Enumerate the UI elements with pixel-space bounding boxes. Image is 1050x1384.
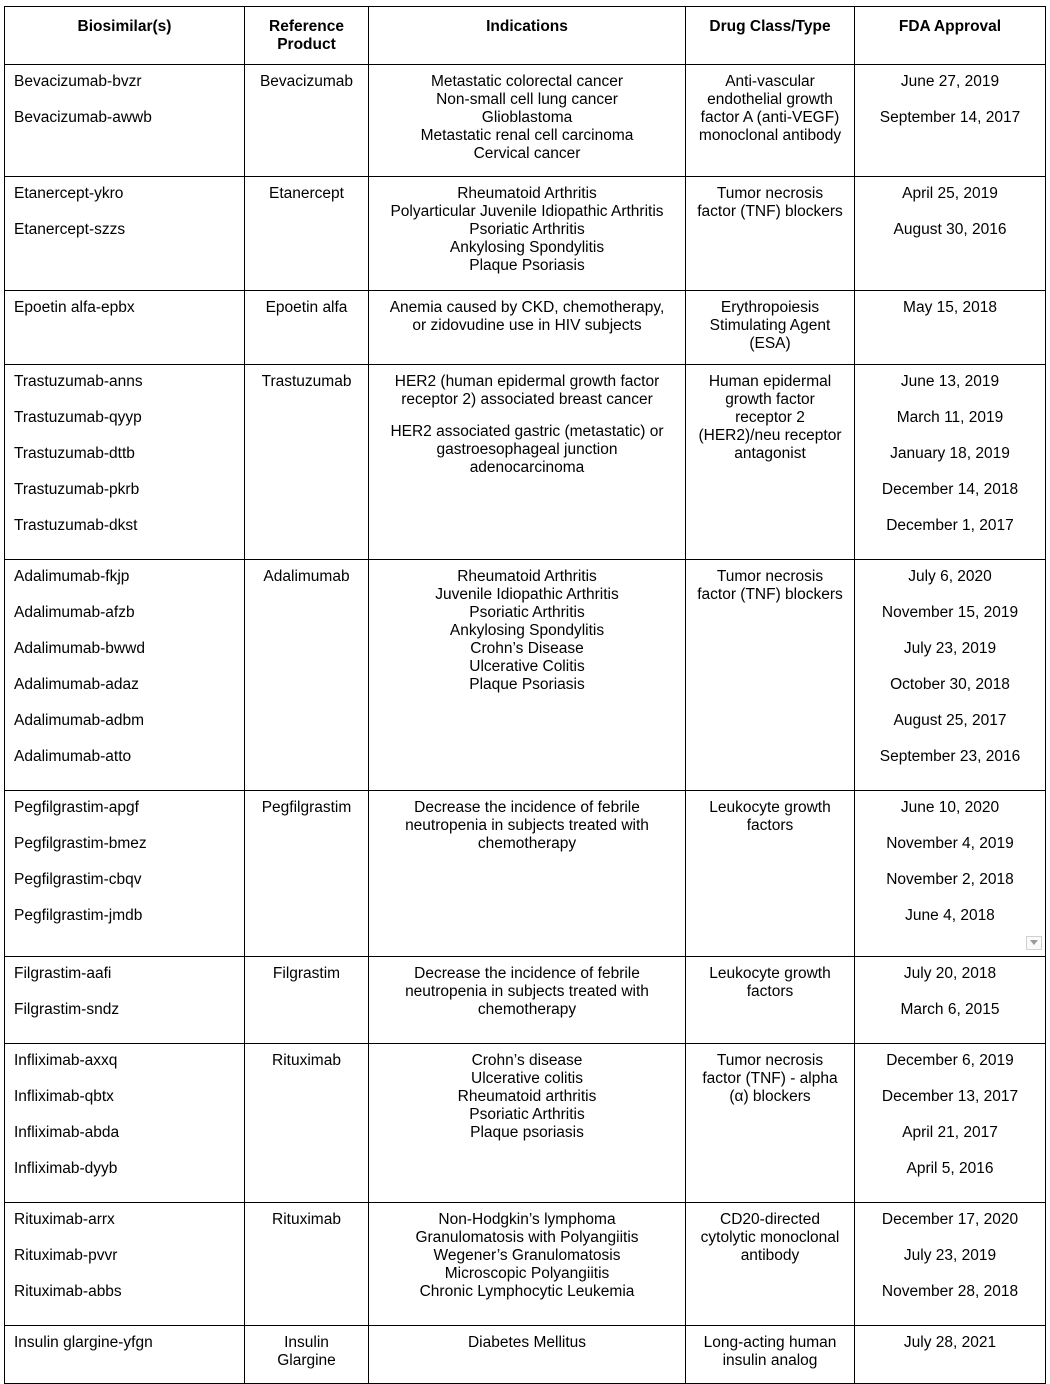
indications-cell [369,1326,686,1384]
approval-date: August 30, 2016 [893,221,1007,238]
drug-class-line: factor (TNF) - alpha [702,1070,838,1087]
reference-product-cell [245,291,369,365]
biosimilar-name: Trastuzumab-dkst [14,517,138,534]
drug-class [686,1326,854,1376]
biosimilar-name: Pegfilgrastim-apgf [14,799,139,816]
table-row [5,1044,1046,1203]
approval-date: June 27, 2019 [900,73,1000,90]
fda-approval-list [855,177,1045,263]
indications-paragraph [375,1052,679,1142]
indications [369,1203,685,1307]
biosimilar-name: Pegfilgrastim-cbqv [14,871,142,888]
indication-line: Ankylosing Spondylitis [449,239,605,256]
reference-product [245,365,368,397]
fda-approval-cell [855,791,1046,957]
fda-approval-list [855,1326,1045,1376]
indication-line: HER2 (human epidermal growth factor [394,373,660,390]
fda-approval-cell [855,1044,1046,1203]
biosimilar-name: Adalimumab-adbm [14,712,145,729]
drug-class-line: factor (TNF) blockers [697,586,843,603]
reference-product [245,560,368,592]
table-row [5,1326,1046,1384]
reference-product-cell [245,65,369,177]
biosimilar-list [5,291,244,341]
indication-line: Decrease the incidence of febrile [414,965,640,982]
biosimilar-list [5,957,244,1043]
biosimilar-cell [5,365,245,560]
reference-product-line: Bevacizumab [259,73,354,90]
drug-class-cell [686,560,855,791]
drug-class-line: growth factor [725,391,815,408]
approval-date: December 6, 2019 [886,1052,1014,1069]
reference-product-cell [245,177,369,291]
biosimilar-name: Infliximab-dyyb [14,1160,118,1177]
drug-class-line: antagonist [734,445,806,462]
approval-date: July 20, 2018 [903,965,997,982]
indication-line: Psoriatic Arthritis [469,221,585,238]
approval-date: March 6, 2015 [900,1001,1000,1018]
header-text: FDA Approval [898,18,1002,35]
indication-line: gastroesophageal junction [436,441,618,458]
drug-class [686,957,854,1007]
indication-line: Wegener’s Granulomatosis [433,1247,621,1264]
indications-cell [369,65,686,177]
indications-cell [369,1203,686,1326]
fda-approval-cell [855,177,1046,291]
biosimilar-list [5,1326,244,1376]
drug-class-cell [686,65,855,177]
indications-paragraph [375,373,679,409]
indications-cell [369,560,686,791]
biosimilar-name: Adalimumab-fkjp [14,568,130,585]
indications-paragraph [375,185,679,275]
reference-product-line: Rituximab [272,1052,341,1069]
approval-date: November 2, 2018 [886,871,1014,888]
reference-product-line: Epoetin alfa [265,299,348,316]
indications-paragraph [375,73,679,163]
indication-line: Rheumatoid Arthritis [457,185,597,202]
indications-paragraph [375,1211,679,1301]
biosimilar-name: Adalimumab-atto [14,748,132,765]
biosimilar-name: Infliximab-axxq [14,1052,118,1069]
indications-paragraph [375,568,679,694]
indication-line: chemotherapy [477,835,577,852]
fda-approval-cell [855,560,1046,791]
drug-class-line: factors [746,983,794,1000]
indication-line: receptor 2) associated breast cancer [401,391,653,408]
reference-product-line: Pegfilgrastim [261,799,352,816]
drug-class-line: Long-acting human [703,1334,837,1351]
approval-date: June 13, 2019 [900,373,1000,390]
header-text: Drug Class/Type [709,18,831,35]
biosimilar-list [5,1203,244,1325]
drug-class-line: Human epidermal [708,373,832,390]
approval-date: November 28, 2018 [881,1283,1019,1300]
biosimilar-name: Adalimumab-bwwd [14,640,145,657]
approval-date: January 18, 2019 [890,445,1010,462]
table-row [5,1203,1046,1326]
drug-class-line: factor A (anti-VEGF) [700,109,840,126]
reference-product [245,291,368,323]
approval-date: October 30, 2018 [890,676,1010,693]
drug-class-cell [686,177,855,291]
drug-class-line: Erythropoiesis [720,299,820,316]
drug-class-line: cytolytic monoclonal [700,1229,840,1246]
biosimilar-cell [5,957,245,1044]
drug-class-line: (HER2)/neu receptor [698,427,842,444]
table-row [5,365,1046,560]
indications [369,1044,685,1148]
indication-line: or zidovudine use in HIV subjects [412,317,642,334]
reference-product [245,791,368,823]
indications [369,791,685,859]
table-row [5,291,1046,365]
indication-line: Microscopic Polyangiitis [444,1265,610,1282]
drug-class-cell [686,365,855,560]
biosimilar-cell [5,65,245,177]
indication-line: Ankylosing Spondylitis [449,622,605,639]
reference-product-line: Etanercept [269,185,344,202]
indication-line: Diabetes Mellitus [467,1334,587,1351]
biosimilar-name: Etanercept-szzs [14,221,126,238]
biosimilar-name: Trastuzumab-dttb [14,445,135,462]
biosimilar-name: Bevacizumab-bvzr [14,73,142,90]
fda-approval-list [855,365,1045,559]
approval-date: November 15, 2019 [881,604,1019,621]
reference-product-line: Adalimumab [263,568,350,585]
indication-line: Ulcerative colitis [471,1070,583,1087]
biosimilar-name: Rituximab-arrx [14,1211,115,1228]
approval-date: March 11, 2019 [896,409,1004,426]
indication-line: Juvenile Idiopathic Arthritis [435,586,619,603]
indication-line: Plaque psoriasis [470,1124,584,1141]
biosimilar-cell [5,1326,245,1384]
biosimilar-list [5,1044,244,1202]
drug-class [686,1203,854,1271]
biosimilar-list [5,560,244,790]
drug-class-line: Tumor necrosis [716,568,824,585]
drug-class [686,560,854,610]
approval-date: June 10, 2020 [900,799,1000,816]
biosimilar-name: Trastuzumab-anns [14,373,143,390]
indication-line: Plaque Psoriasis [469,257,585,274]
biosimilar-name: Rituximab-abbs [14,1283,122,1300]
indications [369,291,685,341]
reference-product-cell [245,957,369,1044]
drug-class [686,1044,854,1112]
fda-approval-list [855,957,1045,1043]
drug-class-line: Leukocyte growth [709,965,831,982]
reference-product-cell [245,1203,369,1326]
indication-line: Non-Hodgkin’s lymphoma [438,1211,616,1228]
biosimilar-cell [5,1044,245,1203]
approval-date: May 15, 2018 [903,299,997,316]
drug-class [686,177,854,227]
reference-product-line: Filgrastim [272,965,341,982]
biosimilar-name: Etanercept-ykro [14,185,124,202]
approval-date: November 4, 2019 [886,835,1014,852]
approval-date: December 17, 2020 [881,1211,1019,1228]
fda-approval-cell [855,365,1046,560]
indication-line: Polyarticular Juvenile Idiopathic Arthritis [390,203,664,220]
indications-cell [369,177,686,291]
indications [369,560,685,700]
indications-paragraph [375,423,679,477]
approval-date: September 23, 2016 [879,748,1021,765]
biosimilar-cell [5,177,245,291]
indication-line: Ulcerative Colitis [469,658,585,675]
header-drug-class [686,7,855,65]
indication-line: Cervical cancer [473,145,581,162]
indication-line: Rheumatoid arthritis [457,1088,597,1105]
drug-class-cell [686,957,855,1044]
reference-product-cell [245,1326,369,1384]
biosimilar-name: Adalimumab-afzb [14,604,135,621]
biosimilar-cell [5,791,245,957]
approval-date: April 25, 2019 [902,185,998,202]
fda-approval-cell [855,957,1046,1044]
drug-class-cell [686,1203,855,1326]
fda-approval-cell [855,291,1046,365]
drug-class-line: (α) blockers [729,1088,811,1105]
fda-approval-list [855,1203,1045,1325]
indications-cell [369,291,686,365]
drug-class-line: Tumor necrosis [716,185,824,202]
indication-line: Granulomatosis with Polyangiitis [415,1229,639,1246]
drug-class-line: factor (TNF) blockers [697,203,843,220]
header-text: Indications [486,18,568,35]
indications-paragraph [375,1334,679,1352]
header-text: Product [277,36,336,53]
indication-line: Plaque Psoriasis [469,676,585,693]
fda-approval-list [855,791,1045,949]
indication-line: Crohn’s Disease [470,640,584,657]
approval-date: December 13, 2017 [881,1088,1019,1105]
approval-date: June 4, 2018 [905,907,995,924]
reference-product [245,1203,368,1235]
indications [369,365,685,483]
header-row [5,7,1046,65]
drug-class-line: Leukocyte growth [709,799,831,816]
indication-line: Metastatic colorectal cancer [430,73,624,90]
approval-date: July 28, 2021 [903,1334,997,1351]
fda-approval-cell [855,1203,1046,1326]
indications-cell [369,365,686,560]
fda-approval-list [855,291,1045,341]
approval-date: July 6, 2020 [908,568,992,585]
header-biosimilars [5,7,245,65]
indication-line: Rheumatoid Arthritis [457,568,597,585]
drug-class [686,791,854,841]
biosimilar-cell [5,291,245,365]
table-row [5,957,1046,1044]
drug-class-line: Tumor necrosis [716,1052,824,1069]
biosimilar-cell [5,1203,245,1326]
indications-cell [369,957,686,1044]
biosimilar-name: Trastuzumab-qyyp [14,409,142,426]
indication-line: Anemia caused by CKD, chemotherapy, [389,299,665,316]
table-row [5,177,1046,291]
indication-line: Decrease the incidence of febrile [414,799,640,816]
indications-paragraph [375,299,679,335]
fda-approval-list [855,1044,1045,1202]
indications [369,177,685,281]
indication-line: chemotherapy [477,1001,577,1018]
table-row [5,791,1046,957]
reference-product [245,177,368,209]
header-reference-product [245,7,369,65]
reference-product-cell [245,365,369,560]
approval-date: December 14, 2018 [881,481,1019,498]
approval-date: September 14, 2017 [879,109,1021,126]
drug-class-line: factors [746,817,794,834]
biosimilar-name: Filgrastim-sndz [14,1001,120,1018]
reference-product-line: Rituximab [272,1211,341,1228]
drug-class-cell [686,791,855,957]
drug-class-line: CD20-directed [720,1211,820,1228]
approval-date: August 25, 2017 [893,712,1007,729]
indication-line: HER2 associated gastric (metastatic) or [390,423,664,440]
indication-line: Crohn’s disease [471,1052,583,1069]
header-text: Biosimilar(s) [77,18,172,35]
biosimilar-list [5,177,244,263]
indications [369,1326,685,1358]
fda-approval-list [855,65,1045,151]
reference-product [245,1044,368,1076]
reference-product-cell [245,791,369,957]
approval-date: April 21, 2017 [902,1124,998,1141]
fda-approval-cell [855,65,1046,177]
header-fda-approval [855,7,1046,65]
drug-class [686,365,854,469]
indication-line: Psoriatic Arthritis [469,1106,585,1123]
indication-line: neutropenia in subjects treated with [405,817,649,834]
drug-class-line: (ESA) [749,335,791,352]
drug-class-cell [686,1044,855,1203]
reference-product-line: Glargine [277,1352,336,1369]
biosimilar-list [5,365,244,559]
indication-line: Chronic Lymphocytic Leukemia [419,1283,635,1300]
header-text: Reference [269,18,344,35]
indication-line: Metastatic renal cell carcinoma [420,127,634,144]
biosimilar-name: Infliximab-qbtx [14,1088,114,1105]
indications [369,957,685,1025]
table-row [5,65,1046,177]
drug-class-line: receptor 2 [735,409,805,426]
table-row [5,560,1046,791]
approval-date: July 23, 2019 [903,1247,997,1264]
indications-cell [369,1044,686,1203]
indications [369,65,685,169]
indication-line: adenocarcinoma [469,459,585,476]
indications-paragraph [375,799,679,853]
biosimilar-name: Rituximab-pvvr [14,1247,118,1264]
indication-line: neutropenia in subjects treated with [405,983,649,1000]
biosimilar-name: Epoetin alfa-epbx [14,299,135,316]
drug-class-line: antibody [740,1247,800,1264]
header-indications [369,7,686,65]
dropdown-arrow-icon[interactable] [1026,936,1042,950]
biosimilar-name: Filgrastim-aafi [14,965,112,982]
biosimilar-name: Bevacizumab-awwb [14,109,152,126]
fda-approval-list [855,560,1045,790]
reference-product-line: Trastuzumab [261,373,352,390]
biosimilar-name: Trastuzumab-pkrb [14,481,140,498]
drug-class-line: endothelial growth [707,91,833,108]
reference-product [245,1326,368,1376]
approval-date: December 1, 2017 [886,517,1014,534]
drug-class-cell [686,291,855,365]
indications-paragraph [375,965,679,1019]
biosimilar-name: Infliximab-abda [14,1124,120,1141]
reference-product-cell [245,1044,369,1203]
drug-class [686,291,854,359]
biosimilar-list [5,791,244,949]
drug-class-line: Anti-vascular [725,73,815,90]
drug-class [686,65,854,151]
biosimilar-list [5,65,244,151]
reference-product-cell [245,560,369,791]
indications-cell [369,791,686,957]
fda-approval-cell [855,1326,1046,1384]
drug-class-line: insulin analog [722,1352,818,1369]
biosimilars-table [4,6,1046,1384]
biosimilar-cell [5,560,245,791]
reference-product-line: Insulin [284,1334,329,1351]
biosimilar-name: Adalimumab-adaz [14,676,139,693]
drug-class-line: monoclonal antibody [698,127,842,144]
drug-class-cell [686,1326,855,1384]
indication-line: Glioblastoma [481,109,573,126]
biosimilar-name: Pegfilgrastim-jmdb [14,907,143,924]
biosimilar-name: Pegfilgrastim-bmez [14,835,147,852]
reference-product [245,65,368,97]
approval-date: April 5, 2016 [906,1160,994,1177]
indication-line: Non-small cell lung cancer [436,91,618,108]
drug-class-line: Stimulating Agent [709,317,831,334]
indication-line: Psoriatic Arthritis [469,604,585,621]
reference-product [245,957,368,989]
biosimilar-name: Insulin glargine-yfgn [14,1334,153,1351]
approval-date: July 23, 2019 [903,640,997,657]
